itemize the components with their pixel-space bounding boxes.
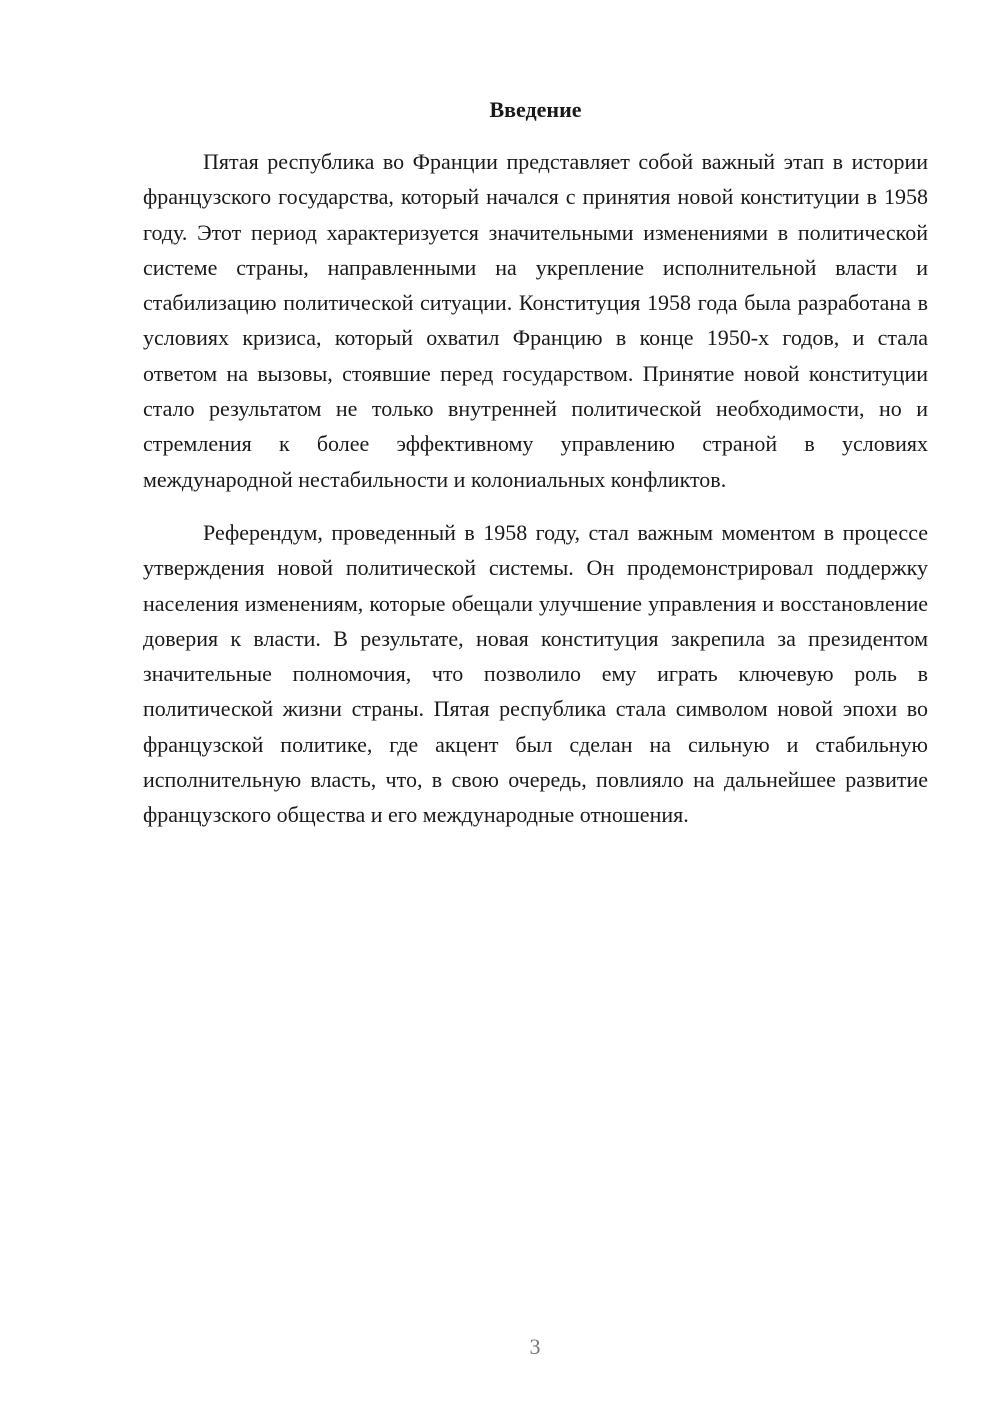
section-heading: Введение xyxy=(489,97,582,122)
paragraph-1: Пятая республика во Франции представляет собой важный этап в истории французского государства, который начался с принятия новой конституции в 1958 году. Этот период характеризуется значительными изменениями в политической системе страны, направленными на укрепление исполнительной власти и стабилизацию политической ситуации. Конституция 1958 года была разработана в условиях кризиса, который охватил Францию в конце 1950-х годов, и стала ответом на вызовы, стоявшие перед государством. Принятие новой конституции стало результатом не только внутренней политической необходимости, но и стремления к более эффективному управлению страной в условиях международной нестабильности и колониальных конфликтов. xyxy=(143,149,928,492)
paragraph-2: Референдум, проведенный в 1958 году, стал важным моментом в процессе утверждения новой политической системы. Он продемонстрировал поддержку населения изменениям, которые обещали улучшение управления и восстановление доверия к власти. В результате, новая конституция закрепила за президентом значительные полномочия, что позволило ему играть ключевую роль в политической жизни страны. Пятая республика стала символом новой эпохи во французской политике, где акцент был сделан на сильную и стабильную исполнительную власть, что, в свою очередь, повлияло на дальнейшее развитие французского общества и его международные отношения. xyxy=(143,519,928,828)
page-number: 3 xyxy=(529,1334,541,1359)
page-content xyxy=(143,92,928,851)
